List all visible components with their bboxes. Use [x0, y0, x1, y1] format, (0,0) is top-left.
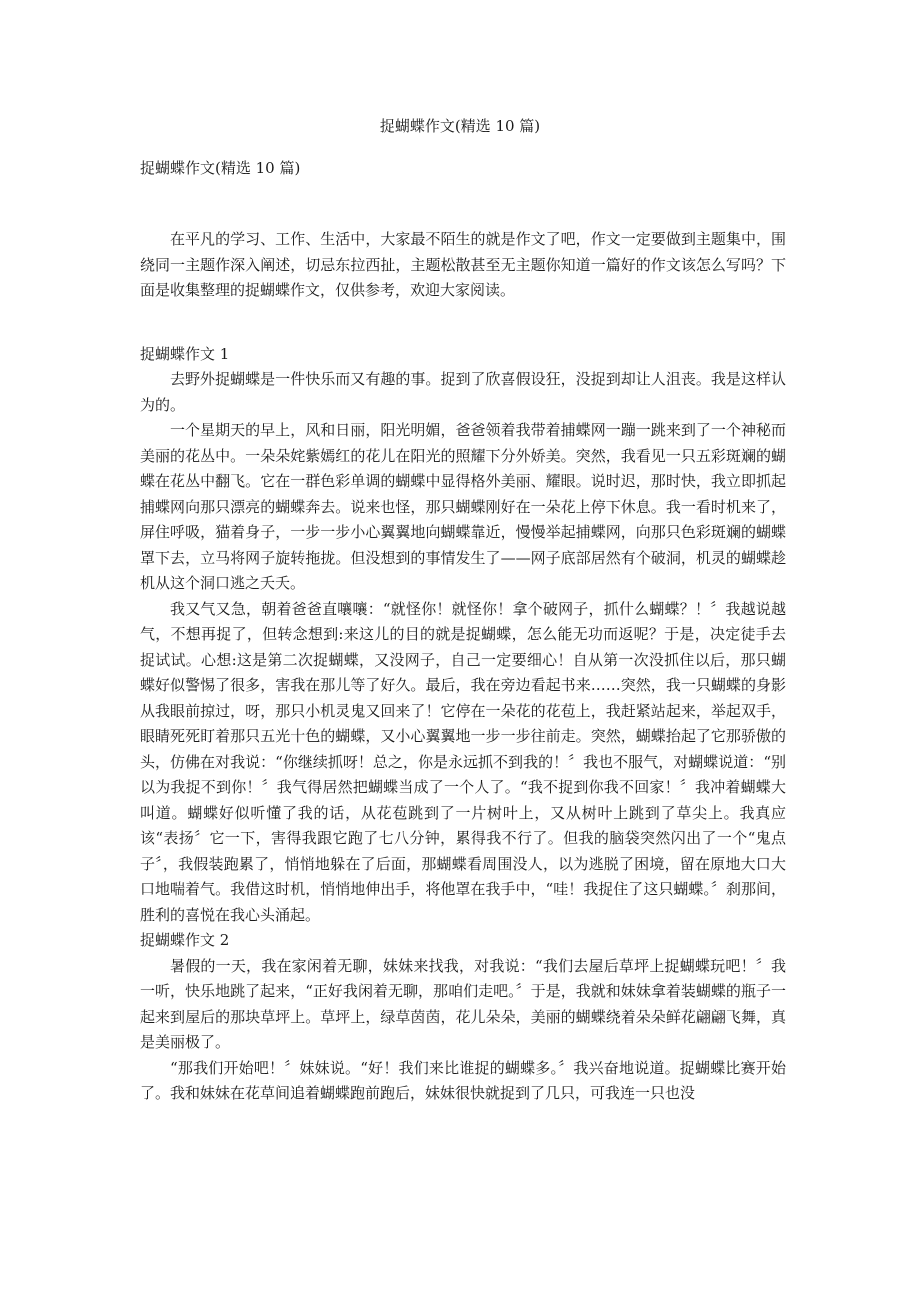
section-heading: 捉蝴蝶作文 1 [140, 344, 230, 363]
essay-paragraph: 一个星期天的早上，风和日丽，阳光明媚，爸爸领着我带着捕蝶网一蹦一跳来到了一个神秘而美丽的花丛中。一朵朵姹紫嫣红的花儿在阳光的照耀下分外娇美。突然，我看见一只五彩斑斓的蝴蝶在花丛中翻飞。它在一群色彩单调的蝴蝶中显得格外美丽、耀眼。说时迟，那时快，我立即抓起捕蝶网向那只漂亮的蝴蝶奔去。说来也怪，那只蝴蝶刚好在一朵花上停下休息。我一看时机来了，屏住呼吸，猫着身子，一步一步小心翼翼地向蝴蝶靠近，慢慢举起捕蝶网，向那只色彩斑斓的蝴蝶罩下去，立马将网子旋转拖拢。但没想到的事情发生了——网子底部居然有个破洞，机灵的蝴蝶趁机从这个洞口逃之夭夭。 [140, 421, 786, 592]
essay-paragraph: 去野外捉蝴蝶是一件快乐而又有趣的事。捉到了欣喜假设狂，没捉到却让人沮丧。我是这样认为的。 [140, 370, 786, 414]
essay-paragraph: 暑假的一天，我在家闲着无聊，妹妹来找我，对我说：“我们去屋后草坪上捉蝴蝶玩吧！〞我一听，快乐地跳了起来，“正好我闲着无聊，那咱们走吧。〞于是，我就和妹妹拿着装蝴蝶的瓶子一起来到屋后的那块草坪上。草坪上，绿草茵茵，花儿朵朵，美丽的蝴蝶绕着朵朵鲜花翩翩飞舞，真是美丽极了。 [140, 956, 786, 1051]
document-body [140, 156, 786, 1107]
document-title: 捉蝴蝶作文(精选 10 篇) [379, 117, 541, 135]
essay-paragraph: “那我们开始吧！〞妹妹说。“好！我们来比谁捉的蝴蝶多。〞我兴奋地说道。捉蝴蝶比赛开始了。我和妹妹在花草间追着蝴蝶跑前跑后，妹妹很快就捉到了几只，可我连一只也没 [140, 1058, 786, 1102]
intro-paragraph: 在平凡的学习、工作、生活中，大家最不陌生的就是作文了吧，作文一定要做到主题集中，围绕同一主题作深入阐述，切忌东拉西扯，主题松散甚至无主题你知道一篇好的作文该怎么写吗？下面是收集整理的捉蝴蝶作文，仅供参考，欢迎大家阅读。 [140, 230, 786, 299]
essay-paragraph: 我又气又急，朝着爸爸直嚷嚷：“就怪你！就怪你！拿个破网子，抓什么蝴蝶？！〞我越说越气，不想再捉了，但转念想到:来这儿的目的就是捉蝴蝶，怎么能无功而返呢？于是，决定徒手去捉试试。心想:这是第二次捉蝴蝶，又没网子，自己一定要细心！自从第一次没抓住以后，那只蝴蝶好似警惕了很多，害我在那儿等了好久。最后，我在旁边看起书来……突然，我一只蝴蝶的身影从我眼前掠过，呀，那只小机灵鬼又回来了！它停在一朵花的花苞上，我赶紧站起来，举起双手，眼睛死死盯着那只五光十色的蝴蝶，又小心翼翼地一步一步往前走。突然，蝴蝶抬起了它那骄傲的头，仿佛在对我说：“你继续抓呀！总之，你是永远抓不到我的！〞我也不服气，对蝴蝶说道：“别以为我捉不到你！〞我气得居然把蝴蝶当成了一个人了。“我不捉到你我不回家！〞我冲着蝴蝶大叫道。蝴蝶好似听懂了我的话，从花苞跳到了一片树叶上，又从树叶上跳到了草尖上。我真应该“表扬〞它一下，害得我跟它跑了七八分钟，累得我不行了。但我的脑袋突然闪出了一个“鬼点子〞，我假装跑累了，悄悄地躲在了后面，那蝴蝶看周围没人，以为逃脱了困境，留在原地大口大口地喘着气。我借这时机，悄悄地伸出手，将他罩在我手中，“哇！我捉住了这只蝴蝶。〞刹那间，胜利的喜悦在我心头涌起。 [140, 599, 786, 924]
essay-section-1 [140, 342, 786, 929]
document-subtitle: 捉蝴蝶作文(精选 10 篇) [140, 159, 301, 177]
essay-section-2 [140, 928, 786, 1107]
section-heading: 捉蝴蝶作文 2 [140, 931, 230, 949]
